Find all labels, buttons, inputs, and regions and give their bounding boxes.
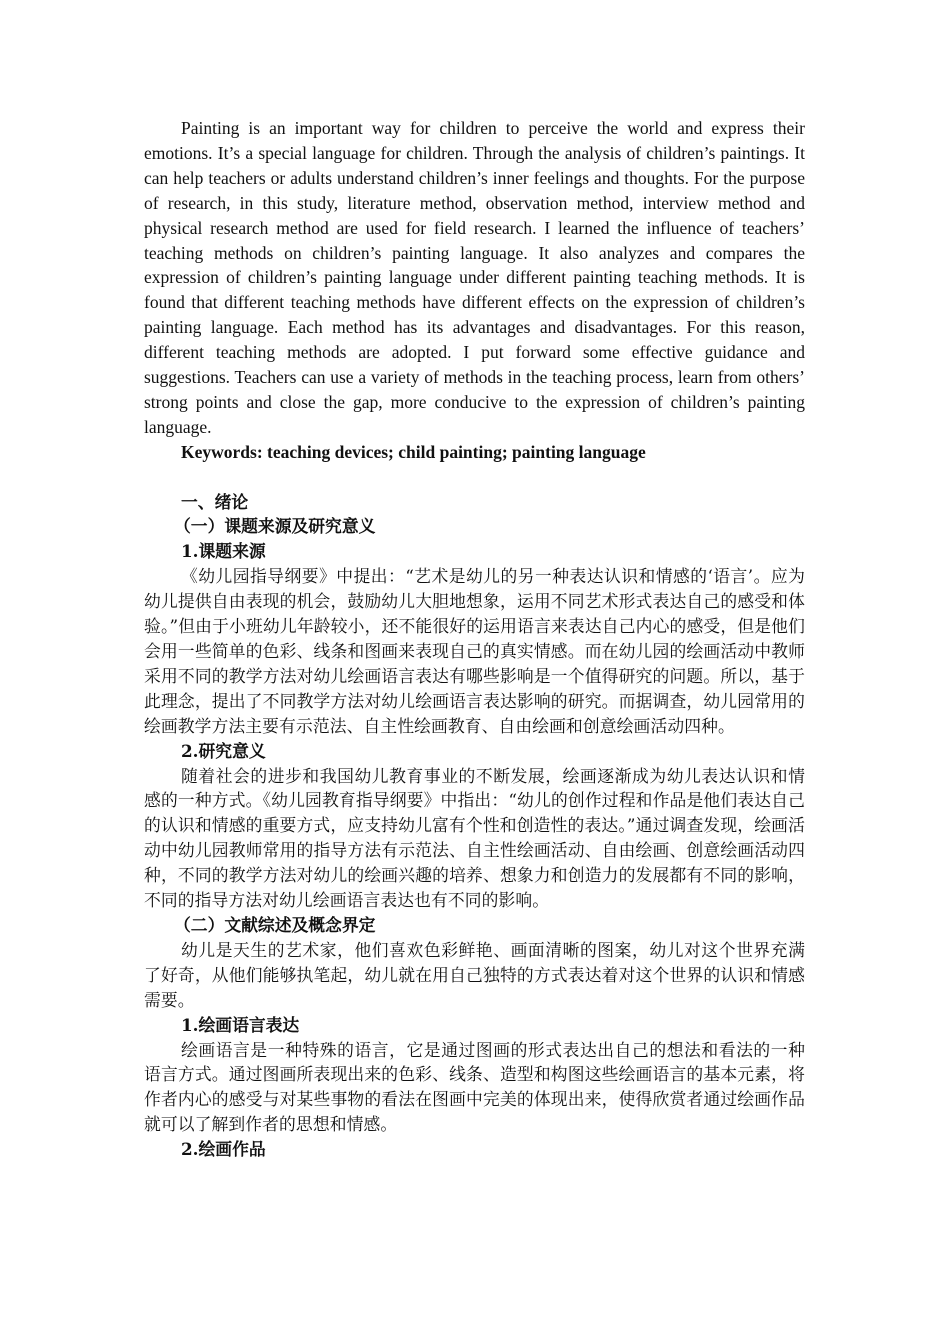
subsection-heading-source-significance: （一）课题来源及研究意义 [174,516,376,537]
subsection-heading-literature-review: （二）文献综述及概念界定 [174,914,376,935]
item-heading-painting-works: 2.绘画作品 [181,1139,266,1160]
paragraph-research-significance: 随着社会的进步和我国幼儿教育事业的不断发展，绘画逐渐成为幼儿表达认识和情感的一种方式。《幼儿园教育指导纲要》中指出：“幼儿的创作过程和作品是他们表达自己的认识和情感的重要方式，应支持幼儿富有个性和创造性的表达。”通过调查发现，绘画活动中幼儿园教师常用的指导方法有示范法、自主性绘画活动、自由绘画、创意绘画活动四种，不同的教学方法对幼儿的绘画兴趣的培养、想象力和创造力的发展都有不同的影响，不同的指导方法对幼儿绘画语言表达也有不同的影响。 [144,765,805,911]
item-heading-painting-language: 1.绘画语言表达 [181,1014,300,1035]
keywords-line: Keywords: teaching devices; child painting; painting language [181,441,646,462]
blank-line [144,465,805,490]
paragraph-literature-review: 幼儿是天生的艺术家，他们喜欢色彩鲜艳、画面清晰的图案，幼儿对这个世界充满了好奇，从他们能够执笔起，幼儿就在用自己独特的方式表达着对这个世界的认识和情感需要。 [144,939,805,1010]
abstract-paragraph: Painting is an important way for children to perceive the world and express their emotions. It’s a special language for children. Through the analysis of children’s paintings. It can help teachers or adults understand children’s inner feelings and thoughts. For the purpose of research, in this study, literature method, observation method, interview method and physical research method are used for field research. I learned the influence of teachers’ teaching methods on children’s painting language. It also analyzes and compares the expression of children’s painting language under different painting teaching methods. It is found that different teaching methods have different effects on the expression of children’s painting language. Each method has its advantages and disadvantages. For this reason, different teaching methods are adopted. I put forward some effective guidance and suggestions. Teachers can use a variety of methods in the teaching process, learn from others’ strong points and close the gap, more conducive to the expression of children’s painting language. [144,118,805,437]
paragraph-painting-language: 绘画语言是一种特殊的语言，它是通过图画的形式表达出自己的想法和看法的一种语言方式。通过图画所表现出来的色彩、线条、造型和构图这些绘画语言的基本元素，将作者内心的感受与对某些事物的看法在图画中完美的体现出来，使得欣赏者通过绘画作品就可以了解到作者的思想和情感。 [144,1039,805,1135]
page-content [144,116,805,1162]
paragraph-topic-source: 《幼儿园指导纲要》中提出：“艺术是幼儿的另一种表达认识和情感的‘语言’。应为幼儿提供自由表现的机会，鼓励幼儿大胆地想象，运用不同艺术形式表达自己的感受和体验。”但由于小班幼儿年龄较小，还不能很好的运用语言来表达自己内心的感受，但是他们会用一些简单的色彩、线条和图画来表现自己的真实情感。而在幼儿园的绘画活动中教师采用不同的教学方法对幼儿绘画语言表达有哪些影响是一个值得研究的问题。所以，基于此理念，提出了不同教学方法对幼儿绘画语言表达影响的研究。而据调查，幼儿园常用的绘画教学方法主要有示范法、自主性绘画教育、自由绘画和创意绘画活动四种。 [144,566,805,736]
section-heading-introduction: 一、绪论 [181,491,249,512]
item-heading-research-significance: 2.研究意义 [181,740,266,761]
item-heading-topic-source: 1.课题来源 [181,541,266,562]
